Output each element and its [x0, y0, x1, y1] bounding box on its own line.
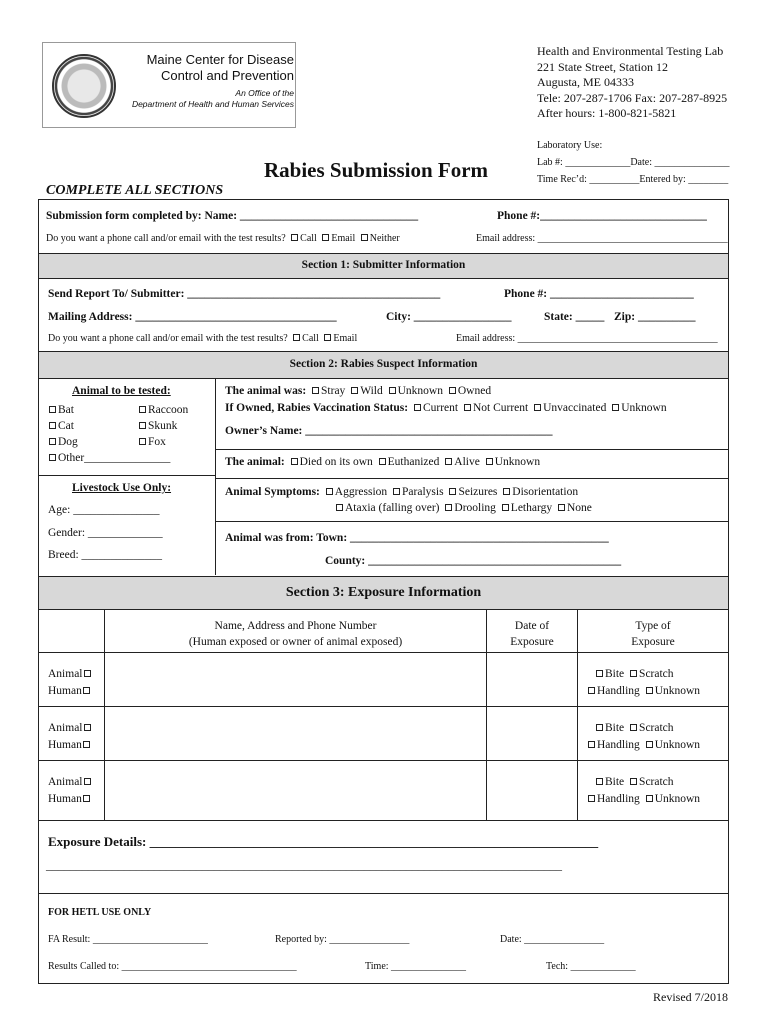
vacc-not-current-checkbox[interactable]: [464, 404, 471, 411]
agency-subtitle-line1: An Office of the: [235, 88, 294, 98]
animal-livestock-divider: [39, 475, 216, 476]
submitter-call-label: Call: [302, 333, 319, 344]
contact-question-text: Do you want a phone call and/or email with the test results?: [46, 233, 286, 244]
row1-handling-checkbox[interactable]: [588, 687, 595, 694]
skunk-checkbox[interactable]: [139, 422, 146, 429]
row2-handling-label: Handling: [597, 739, 640, 751]
lab-phone: Tele: 207-287-1706 Fax: 207-287-8925: [537, 90, 728, 105]
hetl-divider: [39, 893, 728, 894]
neither-label: Neither: [369, 233, 400, 244]
row1-name-cell[interactable]: [105, 653, 486, 706]
agency-subtitle: [128, 88, 294, 110]
animal-option-fox[interactable]: [136, 434, 188, 450]
submitter-call-checkbox[interactable]: [293, 334, 300, 341]
symptoms-row-2: [333, 502, 592, 514]
livestock-gender-field[interactable]: Gender: _____________: [48, 527, 163, 539]
section2-header: Section 2: Rabies Suspect Information: [39, 351, 728, 379]
submitter-contact-question: [48, 333, 357, 344]
fox-checkbox[interactable]: [139, 438, 146, 445]
row3-handling-checkbox[interactable]: [588, 795, 595, 802]
unknown-origin-checkbox[interactable]: [389, 387, 396, 394]
other-checkbox[interactable]: [49, 454, 56, 461]
col-type-header: [578, 618, 728, 650]
row2-unknown-label: Unknown: [654, 739, 701, 751]
none-checkbox[interactable]: [558, 504, 565, 511]
exposure-row-3-kind: [48, 774, 93, 808]
cat-label: Cat: [58, 420, 74, 432]
completed-by-name-field[interactable]: Submission form completed by: Name: _______________________________: [46, 210, 419, 222]
drooling-checkbox[interactable]: [445, 504, 452, 511]
col-date-header-line2: Exposure: [510, 636, 554, 648]
row3-date-cell[interactable]: [487, 761, 577, 820]
owner-name-field[interactable]: Owner’s Name: ___________________________________________: [225, 425, 553, 437]
state-seal-icon: [52, 54, 116, 118]
aggression-label: Aggression: [334, 486, 388, 498]
row1-human-label: Human: [48, 685, 82, 697]
call-checkbox[interactable]: [291, 234, 298, 241]
state-unknown-checkbox[interactable]: [486, 458, 493, 465]
lab-use-line1[interactable]: Lab #: _____________Date: _______________: [537, 157, 730, 168]
owned-label: Owned: [457, 385, 492, 397]
hetl-date-field[interactable]: Date: ________________: [500, 934, 605, 945]
completed-by-contact-question: [46, 233, 400, 244]
row1-animal-option[interactable]: [48, 666, 93, 683]
row3-scratch-checkbox[interactable]: [630, 778, 637, 785]
unknown-origin-label: Unknown: [397, 385, 443, 397]
row2-human-label: Human: [48, 739, 82, 751]
animal-state-row: [225, 456, 540, 468]
state-unknown-label: Unknown: [494, 456, 541, 468]
unvaccinated-checkbox[interactable]: [534, 404, 541, 411]
send-report-to-field[interactable]: Send Report To/ Submitter: ____________________________________________: [48, 288, 441, 300]
state-field[interactable]: State: _____: [544, 311, 605, 323]
lab-name: Health and Environmental Testing Lab: [537, 44, 724, 58]
owned-checkbox[interactable]: [449, 387, 456, 394]
row1-scratch-label: Scratch: [639, 668, 674, 680]
bat-label: Bat: [58, 404, 74, 416]
section1-header: Section 1: Submitter Information: [39, 253, 728, 279]
agency-name: [128, 52, 294, 84]
zip-field[interactable]: Zip: __________: [614, 311, 696, 323]
row2-scratch-label: Scratch: [639, 722, 674, 734]
dog-checkbox[interactable]: [49, 438, 56, 445]
exposure-row-2-kind: [48, 720, 93, 754]
row1-bite-checkbox[interactable]: [596, 670, 603, 677]
disorientation-label: Disorientation: [512, 486, 579, 498]
skunk-label: Skunk: [148, 420, 178, 432]
euthanized-label: Euthanized: [387, 456, 440, 468]
other-label: Other_______________: [58, 452, 171, 464]
form-title: Rabies Submission Form: [264, 158, 489, 182]
exposure-row-2-type: [585, 720, 700, 754]
alive-label: Alive: [454, 456, 480, 468]
county-field[interactable]: County: ____________________________________________: [325, 555, 622, 567]
row1-unknown-checkbox[interactable]: [646, 687, 653, 694]
row3-unknown-label: Unknown: [654, 793, 701, 805]
exposure-details-field[interactable]: Exposure Details: _____________________________________________________________________: [48, 834, 599, 849]
animal-option-other[interactable]: [46, 450, 170, 466]
exposure-row-divider-3: [39, 820, 728, 821]
submitter-email-label: Email: [333, 333, 358, 344]
results-called-field[interactable]: Results Called to: ___________________________________: [48, 961, 297, 972]
symptoms-row-1: [225, 486, 578, 498]
dog-label: Dog: [58, 436, 78, 448]
row3-scratch-label: Scratch: [639, 776, 674, 788]
aggression-checkbox[interactable]: [326, 488, 333, 495]
row1-animal-checkbox[interactable]: [84, 670, 91, 677]
died-label: Died on its own: [299, 456, 373, 468]
vacc-current-label: Current: [422, 402, 459, 414]
lethargy-checkbox[interactable]: [502, 504, 509, 511]
submitter-email-checkbox[interactable]: [324, 334, 331, 341]
row2-animal-option[interactable]: [48, 720, 93, 737]
town-field[interactable]: Animal was from: Town: _____________________________________________: [225, 532, 609, 544]
row2-bite-label: Bite: [605, 722, 625, 734]
row3-handling-label: Handling: [597, 793, 640, 805]
row3-human-option[interactable]: [48, 791, 93, 808]
completed-by-phone-field[interactable]: Phone #:_____________________________: [497, 210, 707, 222]
row1-human-option[interactable]: [48, 683, 93, 700]
col-name-header: [105, 618, 486, 650]
bat-checkbox[interactable]: [49, 406, 56, 413]
row3-animal-label: Animal: [48, 776, 83, 788]
col-type-header-line1: Type of: [635, 620, 671, 632]
exposure-details-line2[interactable]: ______________________________________________________________________________________: [46, 858, 562, 872]
hetl-tech-field[interactable]: Tech: _____________: [546, 961, 636, 972]
row2-human-checkbox[interactable]: [83, 741, 90, 748]
row2-animal-label: Animal: [48, 722, 83, 734]
row2-human-option[interactable]: [48, 737, 93, 754]
row1-animal-label: Animal: [48, 668, 83, 680]
row2-animal-checkbox[interactable]: [84, 724, 91, 731]
row3-unknown-checkbox[interactable]: [646, 795, 653, 802]
submitter-contact-text: Do you want a phone call and/or email with the test results?: [48, 333, 288, 344]
section2-divider: [215, 379, 216, 575]
row2-scratch-checkbox[interactable]: [630, 724, 637, 731]
row1-handling-label: Handling: [597, 685, 640, 697]
email-checkbox[interactable]: [322, 234, 329, 241]
mailing-address-field[interactable]: Mailing Address: ___________________________________: [48, 311, 337, 323]
euthanized-checkbox[interactable]: [379, 458, 386, 465]
died-checkbox[interactable]: [291, 458, 298, 465]
livestock-age-field[interactable]: Age: _______________: [48, 504, 160, 516]
hetl-time-field[interactable]: Time: _______________: [365, 961, 467, 972]
animal-option-raccoon[interactable]: [136, 402, 188, 418]
animal-state-divider-top: [215, 449, 728, 450]
animal-to-be-tested-label: Animal to be tested:: [72, 385, 171, 397]
row2-unknown-checkbox[interactable]: [646, 741, 653, 748]
reported-by-field[interactable]: Reported by: ________________: [275, 934, 410, 945]
row3-human-label: Human: [48, 793, 82, 805]
animal-was-label: The animal was:: [225, 385, 307, 397]
fox-label: Fox: [148, 436, 166, 448]
vacc-unknown-checkbox[interactable]: [612, 404, 619, 411]
submitter-email-field[interactable]: Email address: ________________________________________: [456, 333, 718, 344]
seizures-checkbox[interactable]: [449, 488, 456, 495]
raccoon-label: Raccoon: [148, 404, 189, 416]
unvaccinated-label: Unvaccinated: [543, 402, 607, 414]
ataxia-label: Ataxia (falling over): [345, 502, 440, 514]
lab-contact-info: [537, 44, 727, 122]
agency-subtitle-line2: Department of Health and Human Services: [131, 99, 294, 109]
completed-by-email-field[interactable]: Email address: ______________________________________: [476, 233, 728, 244]
row3-bite-label: Bite: [605, 776, 625, 788]
complete-all-sections: COMPLETE ALL SECTIONS: [46, 183, 224, 198]
call-label: Call: [300, 233, 317, 244]
ataxia-checkbox[interactable]: [336, 504, 343, 511]
hetl-use-title: FOR HETL USE ONLY: [48, 907, 152, 918]
animal-state-label: The animal:: [225, 456, 285, 468]
lab-use-title: Laboratory Use:: [537, 140, 603, 151]
row3-animal-checkbox[interactable]: [84, 778, 91, 785]
exposure-row-1-kind: [48, 666, 93, 700]
row1-unknown-label: Unknown: [654, 685, 701, 697]
wild-checkbox[interactable]: [351, 387, 358, 394]
vaccination-label: If Owned, Rabies Vaccination Status:: [225, 402, 409, 414]
disorientation-checkbox[interactable]: [503, 488, 510, 495]
fa-result-field[interactable]: FA Result: _______________________: [48, 934, 208, 945]
city-field[interactable]: City: _________________: [386, 311, 512, 323]
neither-checkbox[interactable]: [361, 234, 368, 241]
animal-option-skunk[interactable]: [136, 418, 188, 434]
exposure-row-3-type: [585, 774, 700, 808]
livestock-breed-field[interactable]: Breed: ______________: [48, 549, 163, 561]
row2-name-cell[interactable]: [105, 707, 486, 760]
vacc-current-checkbox[interactable]: [414, 404, 421, 411]
animal-state-divider-bottom: [215, 478, 728, 479]
animal-right-options: [136, 402, 188, 450]
none-label: None: [566, 502, 592, 514]
row2-date-cell[interactable]: [487, 707, 577, 760]
livestock-label: Livestock Use Only:: [72, 482, 172, 494]
animal-was-row: [225, 385, 491, 397]
symptoms-divider: [215, 521, 728, 522]
lab-after-hours: After hours: 1-800-821-5821: [537, 106, 677, 120]
col-type-header-line2: Exposure: [631, 636, 675, 648]
stray-checkbox[interactable]: [312, 387, 319, 394]
lab-city: Augusta, ME 04333: [537, 75, 634, 89]
revision-date: Revised 7/2018: [653, 990, 728, 1004]
submitter-phone-field[interactable]: Phone #: _________________________: [504, 288, 694, 300]
row1-scratch-checkbox[interactable]: [630, 670, 637, 677]
row3-bite-checkbox[interactable]: [596, 778, 603, 785]
alive-checkbox[interactable]: [445, 458, 452, 465]
lethargy-label: Lethargy: [510, 502, 553, 514]
row1-date-cell[interactable]: [487, 653, 577, 706]
email-label: Email: [331, 233, 356, 244]
row1-bite-label: Bite: [605, 668, 625, 680]
row3-animal-option[interactable]: [48, 774, 93, 791]
drooling-label: Drooling: [454, 502, 496, 514]
wild-label: Wild: [360, 385, 383, 397]
raccoon-checkbox[interactable]: [139, 406, 146, 413]
row3-name-cell[interactable]: [105, 761, 486, 820]
cat-checkbox[interactable]: [49, 422, 56, 429]
paralysis-label: Paralysis: [402, 486, 444, 498]
seizures-label: Seizures: [458, 486, 498, 498]
stray-label: Stray: [321, 385, 346, 397]
col-date-header: [487, 618, 577, 650]
paralysis-checkbox[interactable]: [393, 488, 400, 495]
row2-bite-checkbox[interactable]: [596, 724, 603, 731]
symptoms-label: Animal Symptoms:: [225, 486, 320, 498]
col-name-header-line2: (Human exposed or owner of animal exposed): [188, 636, 403, 648]
agency-name-line2: Control and Prevention: [161, 68, 294, 83]
laboratory-use-block: [537, 137, 729, 188]
col-name-header-line1: Name, Address and Phone Number: [214, 620, 377, 632]
row3-human-checkbox[interactable]: [83, 795, 90, 802]
vaccination-status-row: [225, 402, 667, 414]
lab-use-line2[interactable]: Time Rec’d: __________Entered by: ________: [537, 174, 729, 185]
agency-name-line1: Maine Center for Disease: [146, 52, 294, 67]
vacc-unknown-label: Unknown: [621, 402, 667, 414]
row2-handling-checkbox[interactable]: [588, 741, 595, 748]
section3-header: Section 3: Exposure Information: [39, 576, 728, 610]
vacc-not-current-label: Not Current: [472, 402, 529, 414]
col-date-header-line1: Date of: [514, 620, 550, 632]
lab-street: 221 State Street, Station 12: [537, 59, 668, 74]
exposure-row-1-type: [585, 666, 700, 700]
row1-human-checkbox[interactable]: [83, 687, 90, 694]
